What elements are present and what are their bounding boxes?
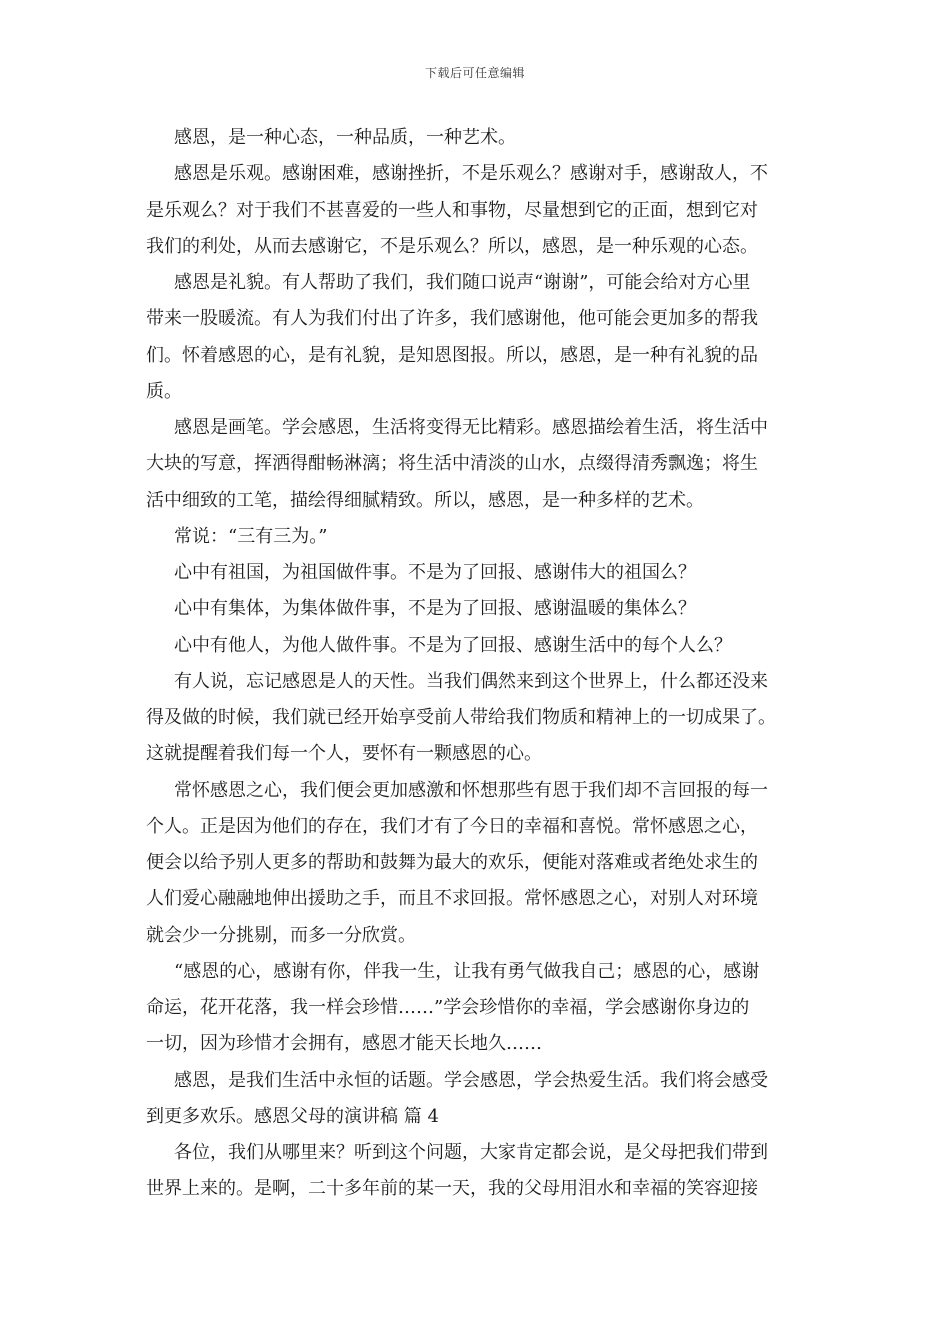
document-body bbox=[146, 120, 808, 1208]
text-line: 这就提醒着我们每一个人，要怀有一颗感恩的心。 bbox=[146, 743, 542, 765]
text-line: 便会以给予别人更多的帮助和鼓舞为最大的欢乐，便能对落难或者绝处求生的 bbox=[146, 852, 758, 873]
text-line: 个人。正是因为他们的存在，我们才有了今日的幸福和喜悦。常怀感恩之心， bbox=[146, 815, 758, 837]
text-line: 我们的利处，从而去感谢它，不是乐观么？所以，感恩，是一种乐观的心态。 bbox=[146, 235, 758, 257]
text-line: 感恩是画笔。学会感恩，生活将变得无比精彩。感恩描绘着生活，将生活中 bbox=[174, 417, 768, 438]
text-line: 各位，我们从哪里来？听到这个问题，大家肯定都会说，是父母把我们带到 bbox=[174, 1142, 768, 1163]
text-line: 感恩是礼貌。有人帮助了我们，我们随口说声“谢谢”，可能会给对方心里 bbox=[174, 272, 751, 293]
text-line: 常说：“三有三为。” bbox=[174, 525, 328, 547]
text-line: 带来一股暖流。有人为我们付出了许多，我们感谢他，他可能会更加多的帮我 bbox=[146, 308, 758, 330]
text-line: 一切，因为珍惜才会拥有，感恩才能天长地久…… bbox=[146, 1033, 542, 1055]
text-line: 人们爱心融融地伸出援助之手，而且不求回报。常怀感恩之心，对别人对环境 bbox=[146, 888, 758, 910]
text-line: 感恩是乐观。感谢困难，感谢挫折，不是乐观么？感谢对手，感谢敌人，不 bbox=[174, 163, 768, 185]
text-line: 有人说，忘记感恩是人的天性。当我们偶然来到这个世界上，什么都还没来 bbox=[174, 670, 768, 692]
text-line: 心中有祖国，为祖国做件事。不是为了回报、感谢伟大的祖国么？ bbox=[174, 562, 696, 583]
text-line: 世界上来的。是啊，二十多年前的某一天，我的父母用泪水和幸福的笑容迎接 bbox=[146, 1178, 758, 1200]
text-line: 质。 bbox=[146, 380, 182, 402]
text-line: 大块的写意，挥洒得酣畅淋漓；将生活中清淡的山水，点缀得清秀飘逸；将生 bbox=[146, 453, 758, 475]
text-line: 们。怀着感恩的心，是有礼貌，是知恩图报。所以，感恩，是一种有礼貌的品 bbox=[146, 344, 758, 366]
page-header-note: 下载后可任意编辑 bbox=[424, 66, 525, 80]
text-line: 到更多欢乐。感恩父母的演讲稿 篇 4 bbox=[146, 1105, 439, 1127]
text-line: 心中有集体，为集体做件事，不是为了回报、感谢温暖的集体么？ bbox=[174, 598, 696, 620]
text-line: 活中细致的工笔，描绘得细腻精致。所以，感恩，是一种多样的艺术。 bbox=[146, 489, 704, 511]
text-line: 感恩，是我们生活中永恒的话题。学会感恩，学会热爱生活。我们将会感受 bbox=[174, 1069, 768, 1091]
text-line: 得及做的时候，我们就已经开始享受前人带给我们物质和精神上的一切成果了。 bbox=[146, 707, 776, 728]
text-line: 就会少一分挑剔，而多一分欣赏。 bbox=[146, 924, 416, 946]
text-line: 心中有他人，为他人做件事。不是为了回报、感谢生活中的每个人么？ bbox=[174, 634, 732, 656]
text-line: 常怀感恩之心，我们便会更加感激和怀想那些有恩于我们却不言回报的每一 bbox=[174, 779, 768, 801]
text-line: “感恩的心，感谢有你，伴我一生，让我有勇气做我自己；感恩的心，感谢 bbox=[174, 960, 760, 982]
text-line: 是乐观么？对于我们不甚喜爱的一些人和事物，尽量想到它的正面，想到它对 bbox=[146, 199, 758, 221]
text-line: 感恩，是一种心态，一种品质，一种艺术。 bbox=[174, 127, 516, 148]
text-line: 命运，花开花落，我一样会珍惜……”学会珍惜你的幸福，学会感谢你身边的 bbox=[146, 997, 750, 1018]
